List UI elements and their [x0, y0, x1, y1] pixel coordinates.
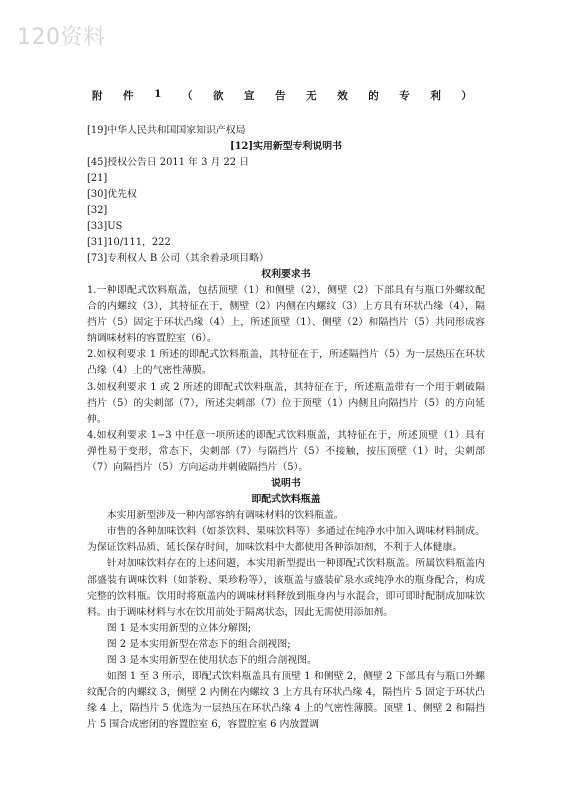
attachment-char: 附	[92, 90, 103, 102]
document-title: [12]实用新型专利说明书	[230, 141, 342, 152]
description-paragraph: 市售的各种加味饮料（如茶饮料、果味饮料等）多通过在纯净水中加入调味材料制成。为保证饮料品质、延长保存时间，加味饮料中大都使用各种添加剂，不利于人体健康。	[87, 526, 485, 554]
attachment-char: 的	[368, 90, 379, 102]
attachment-char: 利	[430, 90, 441, 102]
description-paragraph: 如图 1 至 3 所示，即配式饮料瓶盖具有顶壁 1 和侧壁 2，侧壁 2 下部具有与瓶口外螺纹配合的内螺纹 3，侧壁 2 内侧在内螺纹 3 上方具有环状凸缘 4，隔挡片 5 固定于环状凸缘 4 上，隔挡片 5 优选为一层热压在环状凸缘 4 上的气密性薄膜。顶壁 1、侧壁 2 和隔挡片 5 围合成密闭的容置腔室 6，容置腔室 6 内放置调	[87, 671, 485, 731]
attachment-char: 件	[123, 90, 134, 102]
attachment-char: 告	[275, 90, 286, 102]
claim-item: 2.如权利要求 1 所述的即配式饮料瓶盖，其特征在于，所述隔挡片（5）为一层热压在环状凸缘（4）上的气密性薄膜。	[87, 349, 485, 377]
claims-heading: 权利要求书	[261, 269, 311, 280]
figure-caption: 图 2 是本实用新型在常态下的组合剖视图;	[106, 638, 291, 650]
attachment-char: 专	[399, 90, 410, 102]
attachment-char: 欲	[213, 90, 224, 102]
description-subheading: 即配式饮料瓶盖	[251, 494, 321, 506]
priority-country-field: [33]US	[87, 221, 123, 232]
priority-field: [30]优先权	[87, 189, 137, 200]
priority-number-field: [31]10/111，222	[87, 237, 171, 248]
description-heading: 说明书	[271, 478, 301, 490]
attachment-char: 效	[337, 90, 348, 102]
patentee-field: [73]专利权人 B 公司（其余着录项目略）	[87, 253, 269, 264]
grant-date-field: [45]授权公告日 2011 年 3 月 22 日	[87, 157, 250, 168]
description-paragraph: 针对加味饮料存在的上述问题，本实用新型提出一种即配式饮料瓶盖。所属饮料瓶盖内部盛装有调味饮料（如茶粉、果珍粉等），该瓶盖与盛装矿泉水或纯净水的瓶身配合，构成完整的饮料瓶。饮用时将瓶盖内的调味材料释放到瓶身内与水混合，即可即时配制成加味饮料。由于调味材料与水在饮用前处于隔离状态，因此无需使用添加剂。	[87, 558, 485, 618]
priority-date-field: [32]	[87, 205, 108, 216]
claim-item: 3.如权利要求 1 或 2 所述的即配式饮料瓶盖，其特征在于，所述瓶盖带有一个用于刺破隔挡片（5）的尖刺部（7），所述尖刺部（7）位于顶壁（1）内侧且向隔挡片（5）的方向延伸。	[87, 381, 485, 425]
claim-item: 4.如权利要求 1−3 中任意一项所述的即配式饮料瓶盖，其特征在于，所述顶壁（1）具有弹性易于变形，常态下，尖刺部（7）与隔挡片（5）不接触，按压顶壁（1）时，尖刺部（7）向隔挡片（5）方向运动并刺破隔挡片（5）。	[87, 429, 485, 474]
attachment-char: 1	[154, 88, 162, 100]
figure-caption: 图 3 是本实用新型在使用状态下的组合剖视图。	[106, 654, 317, 666]
figure-caption: 图 1 是本实用新型的立体分解图;	[106, 622, 252, 634]
application-number-field: [21]	[87, 173, 108, 184]
description-paragraph: 本实用新型涉及一种内部容纳有调味材料的饮料瓶盖。	[106, 510, 344, 522]
attachment-char: （	[181, 90, 193, 102]
claim-item: 1.一种即配式饮料瓶盖，包括顶壁（1）和侧壁（2），侧壁（2）下部具有与瓶口外螺纹配合的内螺纹（3），其特征在于，侧壁（2）内侧在内螺纹（3）上方具有环状凸缘（4），隔挡片（5）固定于环状凸缘（4）上，所述顶壁（1）、侧壁（2）和隔挡片（5）共同形成容纳调味材料的容置腔室（6）。	[87, 285, 485, 345]
attachment-char: ）	[461, 90, 472, 102]
attachment-char: 无	[306, 90, 317, 102]
attachment-title	[92, 88, 472, 103]
attachment-char: 宣	[244, 90, 255, 102]
patent-document	[87, 123, 485, 733]
office-line: [19]中华人民共和国国家知识产权局	[87, 125, 246, 136]
watermark: 120资料	[17, 25, 106, 50]
